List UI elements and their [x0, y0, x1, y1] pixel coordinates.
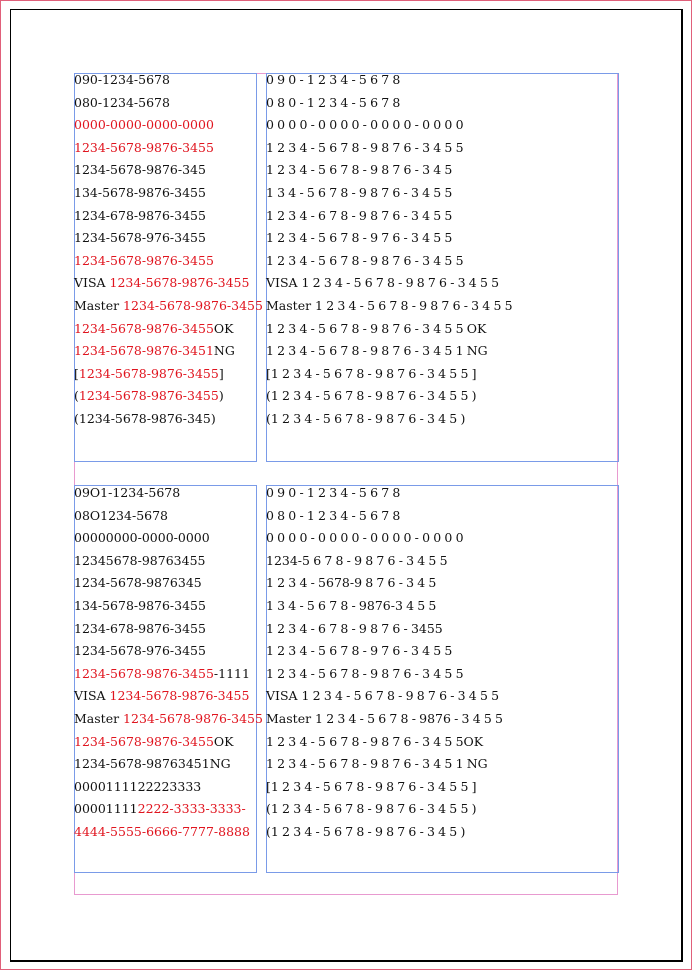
text-line: [74, 73, 170, 96]
text-line: [266, 118, 467, 141]
text-line: [266, 509, 404, 532]
text-run: 0000111122223333: [74, 778, 202, 794]
text-run: (: [266, 388, 271, 404]
text-line: [266, 486, 404, 509]
text-run: 1234-5678-9876-3455: [266, 139, 467, 155]
text-run: 00000000-0000-0000: [74, 530, 210, 546]
text-run: 1234-5678-9876-3451: [74, 343, 214, 359]
text-run: (: [74, 388, 79, 404]
text-run: 4444-5555-6666-7777-8888: [74, 824, 250, 839]
text-line: [266, 531, 467, 554]
text-run: 1234-5678-9876-3455: [266, 320, 467, 336]
text-run: 5678-: [318, 575, 355, 591]
text-run: 6-3455: [442, 711, 507, 726]
text-line: [266, 322, 486, 345]
text-run: (1234-5678-9876-345): [74, 411, 216, 426]
text-run: 987: [419, 711, 443, 726]
text-line: [74, 299, 263, 322]
text-line: [74, 163, 206, 186]
text-run: 6-3455: [439, 688, 503, 704]
text-run: ): [471, 388, 477, 404]
text-run: 00001111: [74, 801, 138, 817]
text-run: [: [266, 365, 271, 381]
text-line: [266, 389, 477, 412]
text-run: 0000-0000-0000-0000: [266, 117, 467, 133]
text-line: [74, 825, 250, 848]
text-run: OK: [466, 320, 487, 336]
text-line: [266, 644, 456, 667]
text-line: [266, 209, 456, 232]
text-run: 1234-678-9876-3455: [74, 207, 206, 223]
text-line: [74, 554, 205, 577]
text-line: [266, 576, 440, 599]
text-run: Master: [266, 711, 316, 726]
text-line: [74, 667, 250, 690]
text-run: 1234-5678-9876-3455: [74, 139, 214, 155]
text-line: [266, 163, 456, 186]
text-line: [74, 322, 234, 345]
text-run: ): [460, 411, 466, 426]
text-run: 5OK: [455, 733, 484, 749]
text-run: 1234-5678-9876345: [74, 575, 202, 591]
text-run: NG: [213, 343, 235, 359]
text-run: 090-1234-5678: [266, 485, 404, 500]
text-run: [: [266, 778, 271, 794]
text-line: [266, 186, 456, 209]
text-line: [74, 486, 180, 509]
text-run: 1234-5678-9876-3455: [74, 665, 214, 681]
text-line: [266, 622, 443, 645]
text-run: 1234-5678-976-3455: [266, 230, 456, 246]
text-line: [266, 231, 456, 254]
text-run: 1234-5678-9876-3451: [266, 343, 467, 359]
text-run: 080-1234-5678: [266, 507, 404, 523]
text-run: (: [266, 801, 271, 817]
text-run: 9876-: [358, 598, 395, 613]
text-line: [266, 825, 465, 848]
text-run: ]: [218, 365, 224, 381]
text-line: [74, 96, 170, 119]
text-run: 1234-5678-9876-3455: [301, 275, 503, 291]
text-run: 1234-5678-9876-3455: [123, 298, 263, 313]
text-line: [266, 299, 516, 322]
text-run: 1234-5678-9876-3455: [78, 388, 219, 404]
text-line: [266, 689, 502, 712]
text-run: 1234-5678-9876-3455: [74, 320, 214, 336]
text-run: 09O1-1234-5678: [74, 485, 181, 500]
text-run: 134-5678-: [266, 598, 359, 613]
text-line: [266, 276, 502, 299]
text-run: 1234-5678-9876-3455: [266, 665, 467, 681]
text-run: 090-1234-5678: [266, 72, 404, 87]
text-run: 2222-3333-3333-: [137, 801, 246, 817]
text-run: [: [74, 365, 79, 381]
text-run: 134-5678-9876-3455: [74, 598, 206, 613]
text-run: 080-1234-5678: [74, 94, 170, 110]
text-run: 1234-5678-987: [301, 688, 440, 704]
text-line: [74, 599, 206, 622]
text-run: 1234-5678-9876-3455: [270, 365, 472, 381]
text-run: 1234-5678-9876-3455: [74, 252, 214, 268]
text-line: [74, 576, 202, 599]
text-line: [266, 412, 465, 435]
text-run: VISA: [74, 275, 110, 291]
text-run: NG: [466, 756, 488, 772]
text-line: [74, 622, 206, 645]
text-line: [266, 73, 404, 96]
text-line: [74, 276, 249, 299]
text-line: [74, 209, 206, 232]
text-run: ): [218, 388, 224, 404]
text-run: (: [266, 411, 271, 426]
text-run: 1234-5678-9876-3455: [266, 252, 467, 268]
text-run: 1234-5678-9876-3455: [109, 275, 250, 291]
text-run: 1234-5678-9876-3455: [270, 388, 472, 404]
text-run: 134-5678-9876-3455: [74, 185, 206, 200]
text-run: 080-1234-5678: [266, 94, 404, 110]
text-line: [266, 554, 451, 577]
text-run: VISA: [266, 688, 302, 704]
text-line: [74, 367, 224, 390]
text-run: Master: [74, 298, 124, 313]
text-run: OK: [213, 733, 234, 749]
text-run: 1234-5678-9876-3451: [266, 756, 467, 772]
text-run: 12345678-98763455: [74, 552, 206, 568]
text-line: [74, 802, 246, 825]
text-run: VISA: [266, 275, 302, 291]
text-run: ]: [471, 778, 477, 794]
text-run: 1234-5678-9876-3455: [109, 688, 250, 704]
text-line: [74, 735, 234, 758]
text-line: [74, 118, 214, 141]
text-run: ): [460, 824, 466, 839]
text-run: 3455: [410, 620, 443, 636]
text-run: ): [471, 801, 477, 817]
text-line: [266, 757, 488, 780]
text-line: [266, 367, 477, 390]
text-run: 1234-5678-9876-345: [270, 411, 461, 426]
text-run: 1234-5678-98763451NG: [74, 756, 231, 772]
text-line: [74, 389, 224, 412]
text-run: 1234-5678-9876-345: [74, 162, 206, 178]
text-line: [266, 802, 477, 825]
text-run: 1234-5678-9876-345: [266, 733, 456, 749]
text-line: [74, 186, 206, 209]
text-run: 0000-0000-0000-0000: [266, 530, 467, 546]
text-run: 08O1234-5678: [74, 507, 169, 523]
text-run: 3455: [394, 598, 440, 613]
text-run: ]: [471, 365, 477, 381]
text-line: [74, 344, 235, 367]
text-run: 090-1234-5678: [74, 72, 170, 87]
text-run: 1234-: [266, 575, 319, 591]
text-run: 1234-5678-9876-3455: [78, 365, 219, 381]
text-line: [74, 757, 231, 780]
text-run: (: [266, 824, 271, 839]
text-line: [266, 254, 467, 277]
text-run: 9876-345: [354, 575, 440, 591]
text-line: [266, 780, 477, 803]
text-run: VISA: [74, 688, 110, 704]
text-run: 1234-5678-9876-3455: [123, 711, 263, 726]
text-run: 1234-678-9876-: [266, 620, 411, 636]
text-run: 5678-9876-3455: [302, 552, 451, 568]
text-line: [74, 231, 206, 254]
text-line: [74, 141, 214, 164]
text-run: 1234-5678-976-3455: [266, 643, 456, 659]
text-run: -1111: [213, 665, 250, 681]
text-run: 1234-5678-9876-3455: [74, 733, 214, 749]
text-run: 1234-5678-9876-3455: [270, 778, 472, 794]
text-line: [266, 96, 404, 119]
text-line: [74, 531, 210, 554]
text-run: 134-5678-9876-3455: [266, 185, 456, 200]
text-run: OK: [213, 320, 234, 336]
text-line: [74, 689, 249, 712]
text-run: 1234-5678-9876-3455: [270, 801, 472, 817]
text-line: [74, 712, 263, 735]
text-run: 1234-5678-9876-345: [266, 162, 456, 178]
text-line: [266, 735, 483, 758]
text-line: [266, 712, 506, 735]
text-run: 1234-678-9876-3455: [74, 620, 206, 636]
text-line: [74, 644, 206, 667]
text-line: [74, 509, 168, 532]
text-run: 1234-5678-976-3455: [74, 643, 206, 659]
text-line: [74, 780, 201, 803]
text-line: [266, 667, 467, 690]
text-run: 1234-5678-976-3455: [74, 230, 206, 246]
text-run: 0000-0000-0000-0000: [74, 117, 214, 133]
text-line: [266, 344, 488, 367]
text-run: NG: [466, 343, 488, 359]
text-line: [74, 412, 216, 435]
text-run: Master: [266, 298, 316, 313]
text-run: 1234-5678-9876-3455: [315, 298, 516, 313]
text-run: 1234-5678-9876-345: [270, 824, 461, 839]
text-run: 1234-: [266, 552, 303, 568]
text-line: [74, 254, 214, 277]
text-run: 1234-678-9876-3455: [266, 207, 456, 223]
text-run: Master: [74, 711, 124, 726]
text-line: [266, 599, 440, 622]
text-run: 1234-5678-: [315, 711, 420, 726]
text-line: [266, 141, 467, 164]
